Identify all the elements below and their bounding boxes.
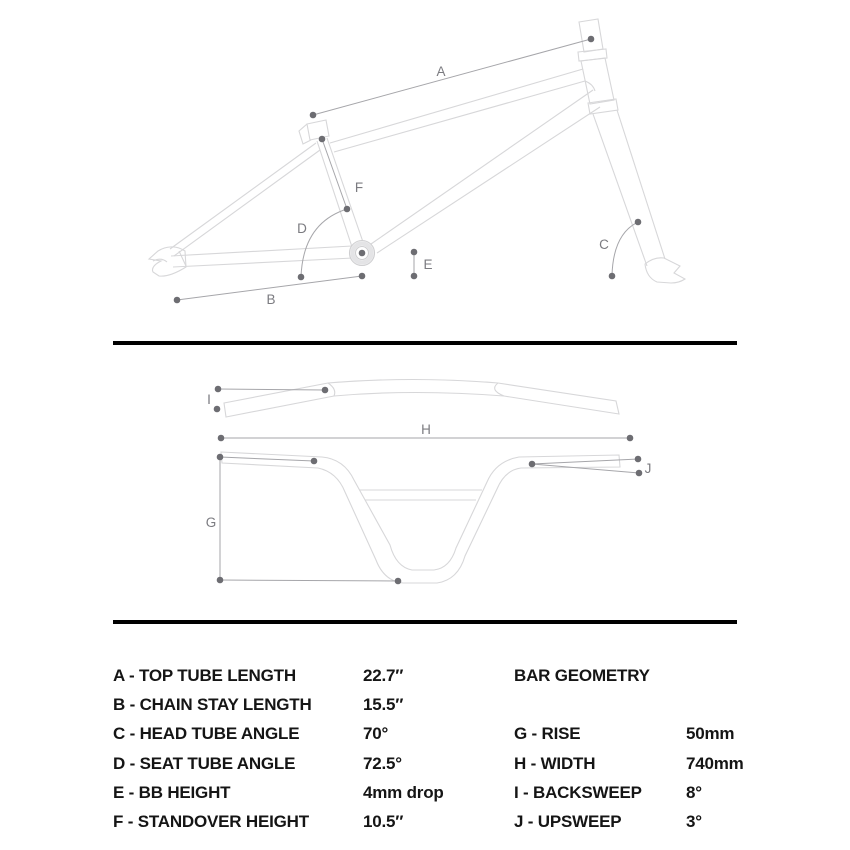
dim-line-grip [220, 457, 314, 461]
bar-dimension-dots [214, 386, 643, 585]
frame-geometry-table [113, 661, 453, 837]
table-row [113, 778, 453, 807]
dim-label-j: J [644, 461, 652, 476]
dim-line-upsweep-2 [532, 464, 639, 473]
spec-value: 740mm [686, 753, 744, 773]
bar-geometry-table [514, 661, 774, 837]
spec-value: 8° [686, 782, 702, 802]
spec-label: H - WIDTH [514, 753, 596, 773]
table-row [514, 807, 774, 836]
dim-label-f: F [354, 180, 364, 195]
spec-value: 4mm drop [363, 782, 444, 802]
dim-label-e: E [423, 257, 433, 272]
table-spacer-row [514, 690, 774, 719]
table-row [113, 661, 453, 690]
bar-geometry-heading: BAR GEOMETRY [514, 665, 650, 685]
spec-value: 70° [363, 724, 389, 744]
spec-label: F - STANDOVER HEIGHT [113, 812, 309, 832]
dim-label-g: G [205, 515, 217, 530]
spec-value: 10.5″ [363, 812, 404, 832]
dim-line-backsweep [218, 389, 325, 390]
spec-label: I - BACKSWEEP [514, 782, 642, 802]
spec-label: A - TOP TUBE LENGTH [113, 665, 296, 685]
dim-label-a: A [436, 64, 446, 79]
spec-label: E - BB HEIGHT [113, 782, 231, 802]
table-row [113, 807, 453, 836]
spec-value: 22.7″ [363, 665, 404, 685]
dim-label-b: B [266, 292, 276, 307]
section-divider-bottom [113, 620, 737, 624]
dim-label-i: I [207, 392, 211, 407]
handlebar-diagram [0, 346, 850, 620]
dim-arc-seat-angle [301, 209, 347, 277]
spec-value: 50mm [686, 724, 735, 744]
spec-label: D - SEAT TUBE ANGLE [113, 753, 296, 773]
table-row [514, 778, 774, 807]
spec-value: 3° [686, 812, 702, 832]
dim-label-d: D [297, 221, 307, 236]
dim-line-rise-base [220, 580, 398, 581]
dim-label-c: C [599, 237, 609, 252]
section-divider-top [113, 341, 737, 345]
table-row [514, 749, 774, 778]
dim-line-top-tube [313, 39, 591, 115]
spec-label: C - HEAD TUBE ANGLE [113, 724, 300, 744]
spec-label: B - CHAIN STAY LENGTH [113, 694, 312, 714]
spec-value: 15.5″ [363, 694, 404, 714]
spec-label: J - UPSWEEP [514, 812, 622, 832]
bar-front-view [221, 452, 620, 583]
spec-value: 72.5° [363, 753, 402, 773]
handlebar-outline [221, 380, 620, 584]
bar-dimension-lines [218, 389, 639, 581]
frame-diagram [0, 0, 850, 340]
bar-top-view [224, 380, 619, 418]
table-heading-row [514, 661, 774, 690]
table-row [113, 749, 453, 778]
spec-label: G - RISE [514, 724, 581, 744]
table-row [514, 720, 774, 749]
dim-label-h: H [421, 422, 431, 437]
frame-dimension-lines [177, 39, 638, 300]
table-row [113, 720, 453, 749]
table-row [113, 690, 453, 719]
fork-dropout [645, 258, 685, 283]
dim-line-upsweep-1 [532, 459, 638, 464]
